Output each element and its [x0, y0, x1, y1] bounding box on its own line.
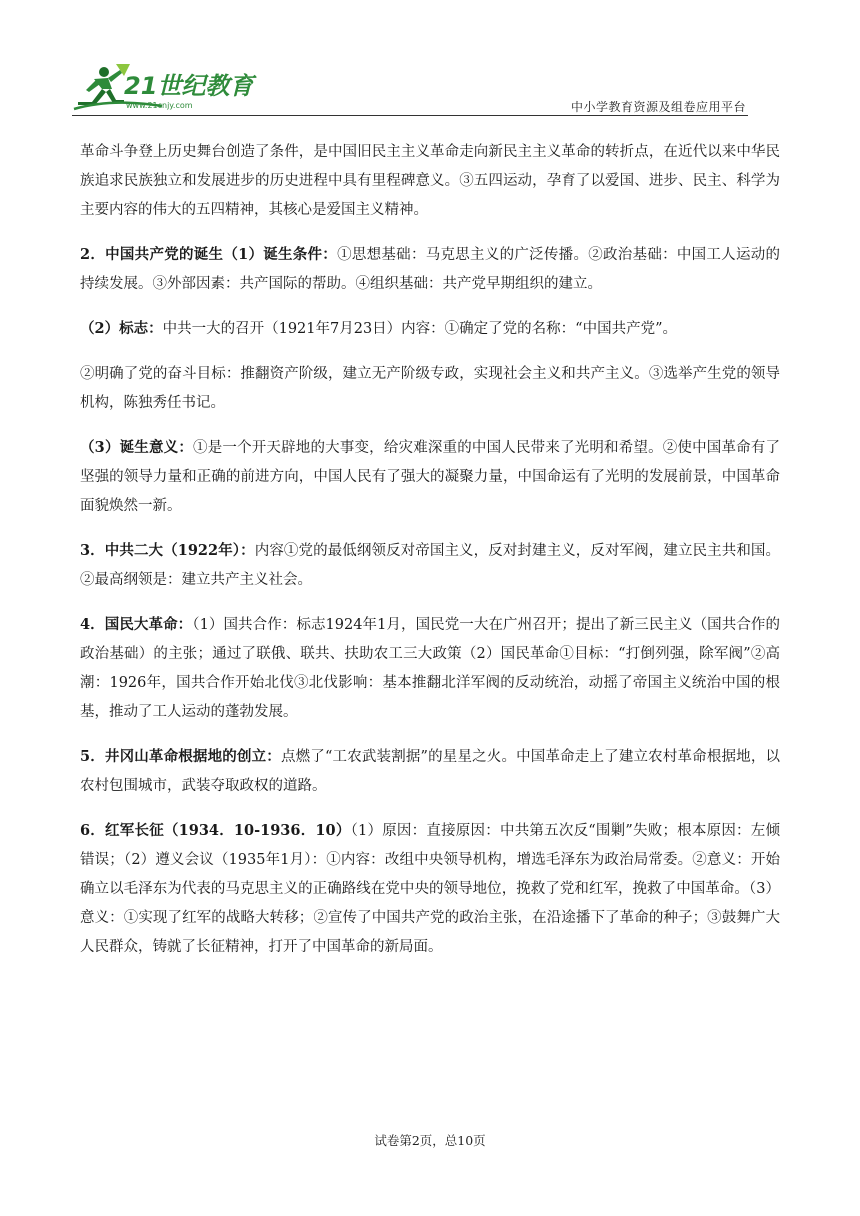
document-body [80, 137, 780, 976]
paragraph-2: 2．中国共产党的诞生（1）诞生条件：①思想基础：马克思主义的广泛传播。②政治基础：中国工人运动的持续发展。③外部因素：共产国际的帮助。④组织基础：共产党早期组织的建立。 [80, 246, 780, 292]
21cnjy-logo [72, 62, 312, 112]
platform-name: 中小学教育资源及组卷应用平台 [570, 100, 746, 114]
section-heading: 2．中国共产党的诞生（1）诞生条件： [80, 246, 338, 263]
logo-main-text: 21世纪教育 [124, 72, 254, 100]
paragraph-3: （2）标志：中共一大的召开（1921年7月23日）内容：①确定了党的名称：“中国共产党”。 [80, 320, 677, 337]
paragraph-5: （3）诞生意义：①是一个开天辟地的大事变，给灾难深重的中国人民带来了光明和希望。②使中国革命有了坚强的领导力量和正确的前进方向，中国人民有了强大的凝聚力量，中国命运有了光明的发展前景，中国革命面貌焕然一新。 [80, 439, 781, 514]
paragraph-4: ②明确了党的奋斗目标：推翻资产阶级，建立无产阶级专政，实现社会主义和共产主义。③选举产生党的领导机构，陈独秀任书记。 [80, 366, 780, 411]
header-divider [72, 115, 748, 116]
section-heading: 5．井冈山革命根据地的创立： [80, 748, 281, 765]
section-heading: 6．红军长征（1934．10-1936．10） [80, 822, 351, 839]
subsection-heading: （3）诞生意义： [80, 439, 194, 456]
section-heading: 4．国民大革命： [80, 616, 193, 633]
logo-url-text: www.21cnjy.com [126, 101, 193, 110]
page-number: 试卷第2页，总10页 [374, 1133, 486, 1148]
paragraph-7: 4．国民大革命：（1）国共合作：标志1924年1月，国民党一大在广州召开；提出了新三民主义（国共合作的政治基础）的主张；通过了联俄、联共、扶助农工三大政策（2）国民革命①目标：“打倒列强，除军阀”②高潮：1926年，国共合作开始北伐③北伐影响：基本推翻北洋军阀的反动统治，动摇了帝国主义统治中国的根基，推动了工人运动的蓬勃发展。 [80, 616, 780, 720]
section-heading: 3．中共二大（1922年）： [80, 542, 255, 559]
paragraph-1: 革命斗争登上历史舞台创造了条件，是中国旧民主主义革命走向新民主主义革命的转折点，在近代以来中华民族追求民族独立和发展进步的历史进程中具有里程碑意义。③五四运动，孕育了以爱国、进步、民主、科学为主要内容的伟大的五四精神，其核心是爱国主义精神。 [80, 144, 780, 218]
subsection-heading: （2）标志： [80, 320, 163, 337]
paragraph-9: 6．红军长征（1934．10-1936．10）（1）原因：直接原因：中共第五次反“围剿”失败；根本原因：左倾错误；（2）遵义会议（1935年1月）：①内容：改组中央领导机构，增选毛泽东为政治局常委。②意义：开始确立以毛泽东为代表的马克思主义的正确路线在党中央的领导地位，挽救了党和红军，挽救了中国革命。（3）意义：①实现了红军的战略大转移；②宣传了中国共产党的政治主张，在沿途播下了革命的种子；③鼓舞广大人民群众，铸就了长征精神，打开了中国革命的新局面。 [80, 822, 780, 955]
paragraph-8: 5．井冈山革命根据地的创立：点燃了“工农武装割据”的星星之火。中国革命走上了建立农村革命根据地，以农村包围城市，武装夺取政权的道路。 [80, 748, 780, 794]
paragraph-6: 3．中共二大（1922年）：内容①党的最低纲领反对帝国主义，反对封建主义，反对军阀，建立民主共和国。②最高纲领是：建立共产主义社会。 [80, 542, 781, 588]
